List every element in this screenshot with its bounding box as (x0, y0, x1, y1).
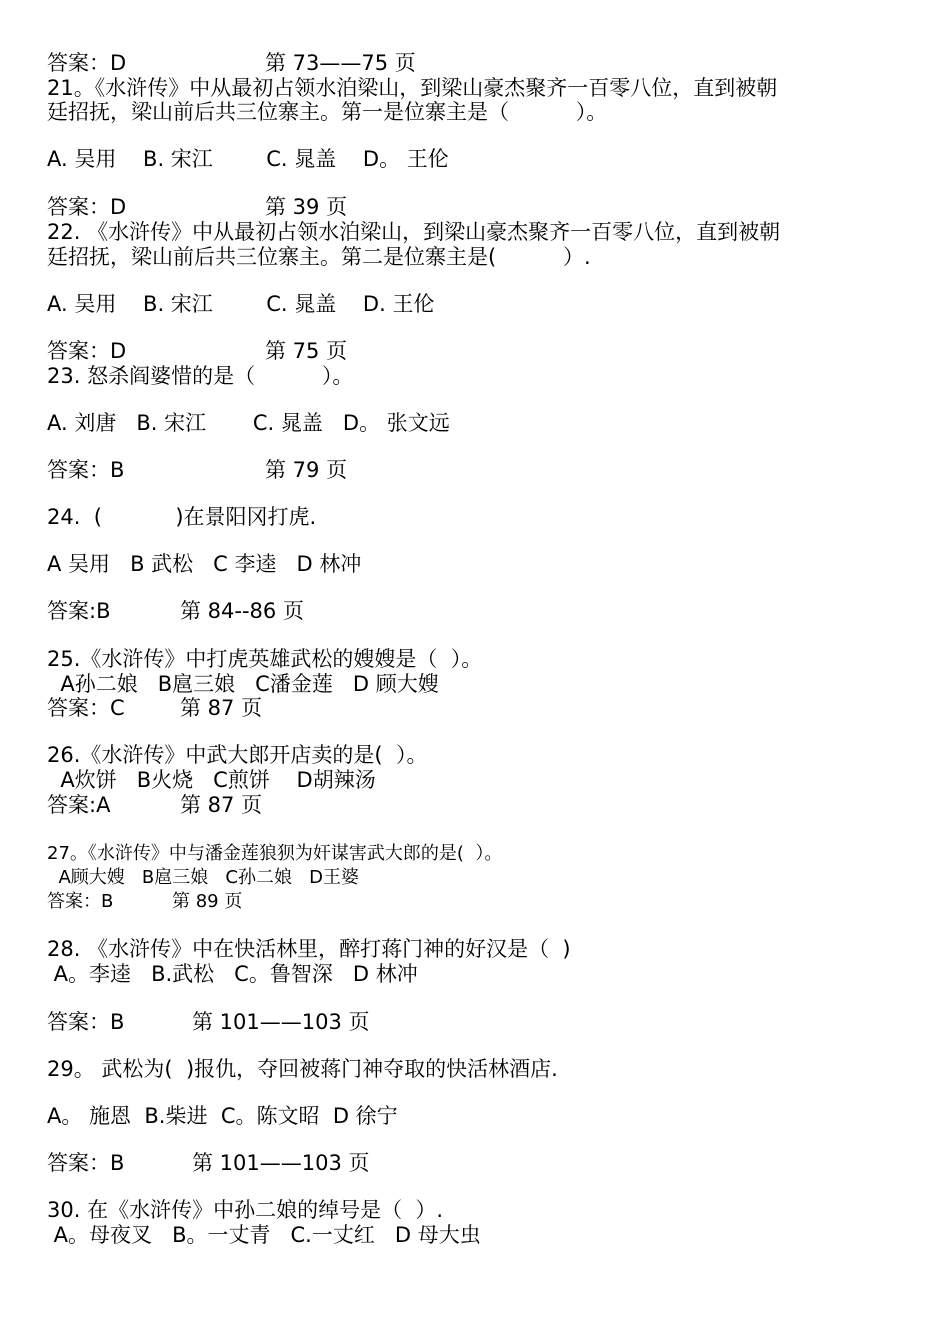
question-27: 27。《水浒传》中与潘金莲狼狈为奸谋害武大郎的是( ）。 (47, 843, 503, 864)
answer-29-page: 第 101——103 页 (192, 1151, 370, 1175)
question-22-options: A. 吴用 B. 宋江 C. 晁盖 D. 王伦 (47, 292, 435, 316)
question-26: 26.《水浒传》中武大郎开店卖的是( ）。 (47, 743, 428, 767)
question-30-options: A。母夜叉 B。一丈青 C.一丈红 D 母大虫 (47, 1223, 481, 1247)
question-22-line1: 22. 《水浒传》中从最初占领水泊梁山，到梁山豪杰聚齐一百零八位，直到被朝 (47, 220, 781, 244)
question-27-options: A顾大嫂 B扈三娘 C孙二娘 D王婆 (47, 867, 360, 888)
question-21-line1: 21。《水浒传》中从最初占领水泊梁山，到梁山豪杰聚齐一百零八位，直到被朝 (47, 76, 778, 100)
question-21-options: A. 吴用 B. 宋江 C. 晁盖 D。 王伦 (47, 147, 449, 171)
question-21-line2: 廷招抚，梁山前后共三位寨主。第一是位寨主是（ ）。 (47, 100, 608, 124)
answer-24-page: 第 84--86 页 (180, 599, 304, 623)
answer-20-page: 第 73——75 页 (265, 51, 416, 75)
answer-27-page: 第 89 页 (172, 891, 243, 912)
answer-26: 答案:A (47, 793, 111, 817)
answer-21-page: 第 39 页 (265, 195, 348, 219)
question-23: 23. 怒杀阎婆惜的是（ ）。 (47, 364, 354, 388)
answer-23-page: 第 79 页 (265, 458, 348, 482)
question-24: 24. ( )在景阳冈打虎. (47, 505, 317, 529)
question-28-options: A。李逵 B.武松 C。鲁智深 D 林冲 (47, 962, 418, 986)
answer-24: 答案:B (47, 599, 111, 623)
question-24-options: A 吴用 B 武松 C 李逵 D 林冲 (47, 552, 362, 576)
answer-25: 答案：C (47, 696, 125, 720)
answer-28-page: 第 101——103 页 (192, 1010, 370, 1034)
answer-20: 答案：D (47, 51, 127, 75)
question-23-options: A. 刘唐 B. 宋江 C. 晁盖 D。 张文远 (47, 411, 450, 435)
answer-21: 答案：D (47, 195, 127, 219)
question-25-options: A孙二娘 B扈三娘 C潘金莲 D 顾大嫂 (47, 672, 439, 696)
question-30: 30. 在《水浒传》中孙二娘的绰号是（ ）. (47, 1198, 444, 1222)
answer-29: 答案：B (47, 1151, 125, 1175)
question-28: 28. 《水浒传》中在快活林里，醉打蒋门神的好汉是（ ) (47, 937, 571, 961)
answer-23: 答案：B (47, 458, 125, 482)
question-25: 25.《水浒传》中打虎英雄武松的嫂嫂是（ ）。 (47, 647, 483, 671)
answer-28: 答案：B (47, 1010, 125, 1034)
answer-27: 答案：B (47, 891, 114, 912)
answer-22: 答案：D (47, 339, 127, 363)
question-26-options: A炊饼 B火烧 C煎饼 D胡辣汤 (47, 768, 376, 792)
answer-22-page: 第 75 页 (265, 339, 348, 363)
answer-26-page: 第 87 页 (180, 793, 263, 817)
question-29-options: A。 施恩 B.柴进 C。陈文昭 D 徐宁 (47, 1104, 398, 1128)
question-29: 29。 武松为( )报仇，夺回被蒋门神夺取的快活林酒店. (47, 1057, 558, 1081)
question-22-line2: 廷招抚，梁山前后共三位寨主。第二是位寨主是( ）. (47, 245, 591, 269)
answer-25-page: 第 87 页 (180, 696, 263, 720)
